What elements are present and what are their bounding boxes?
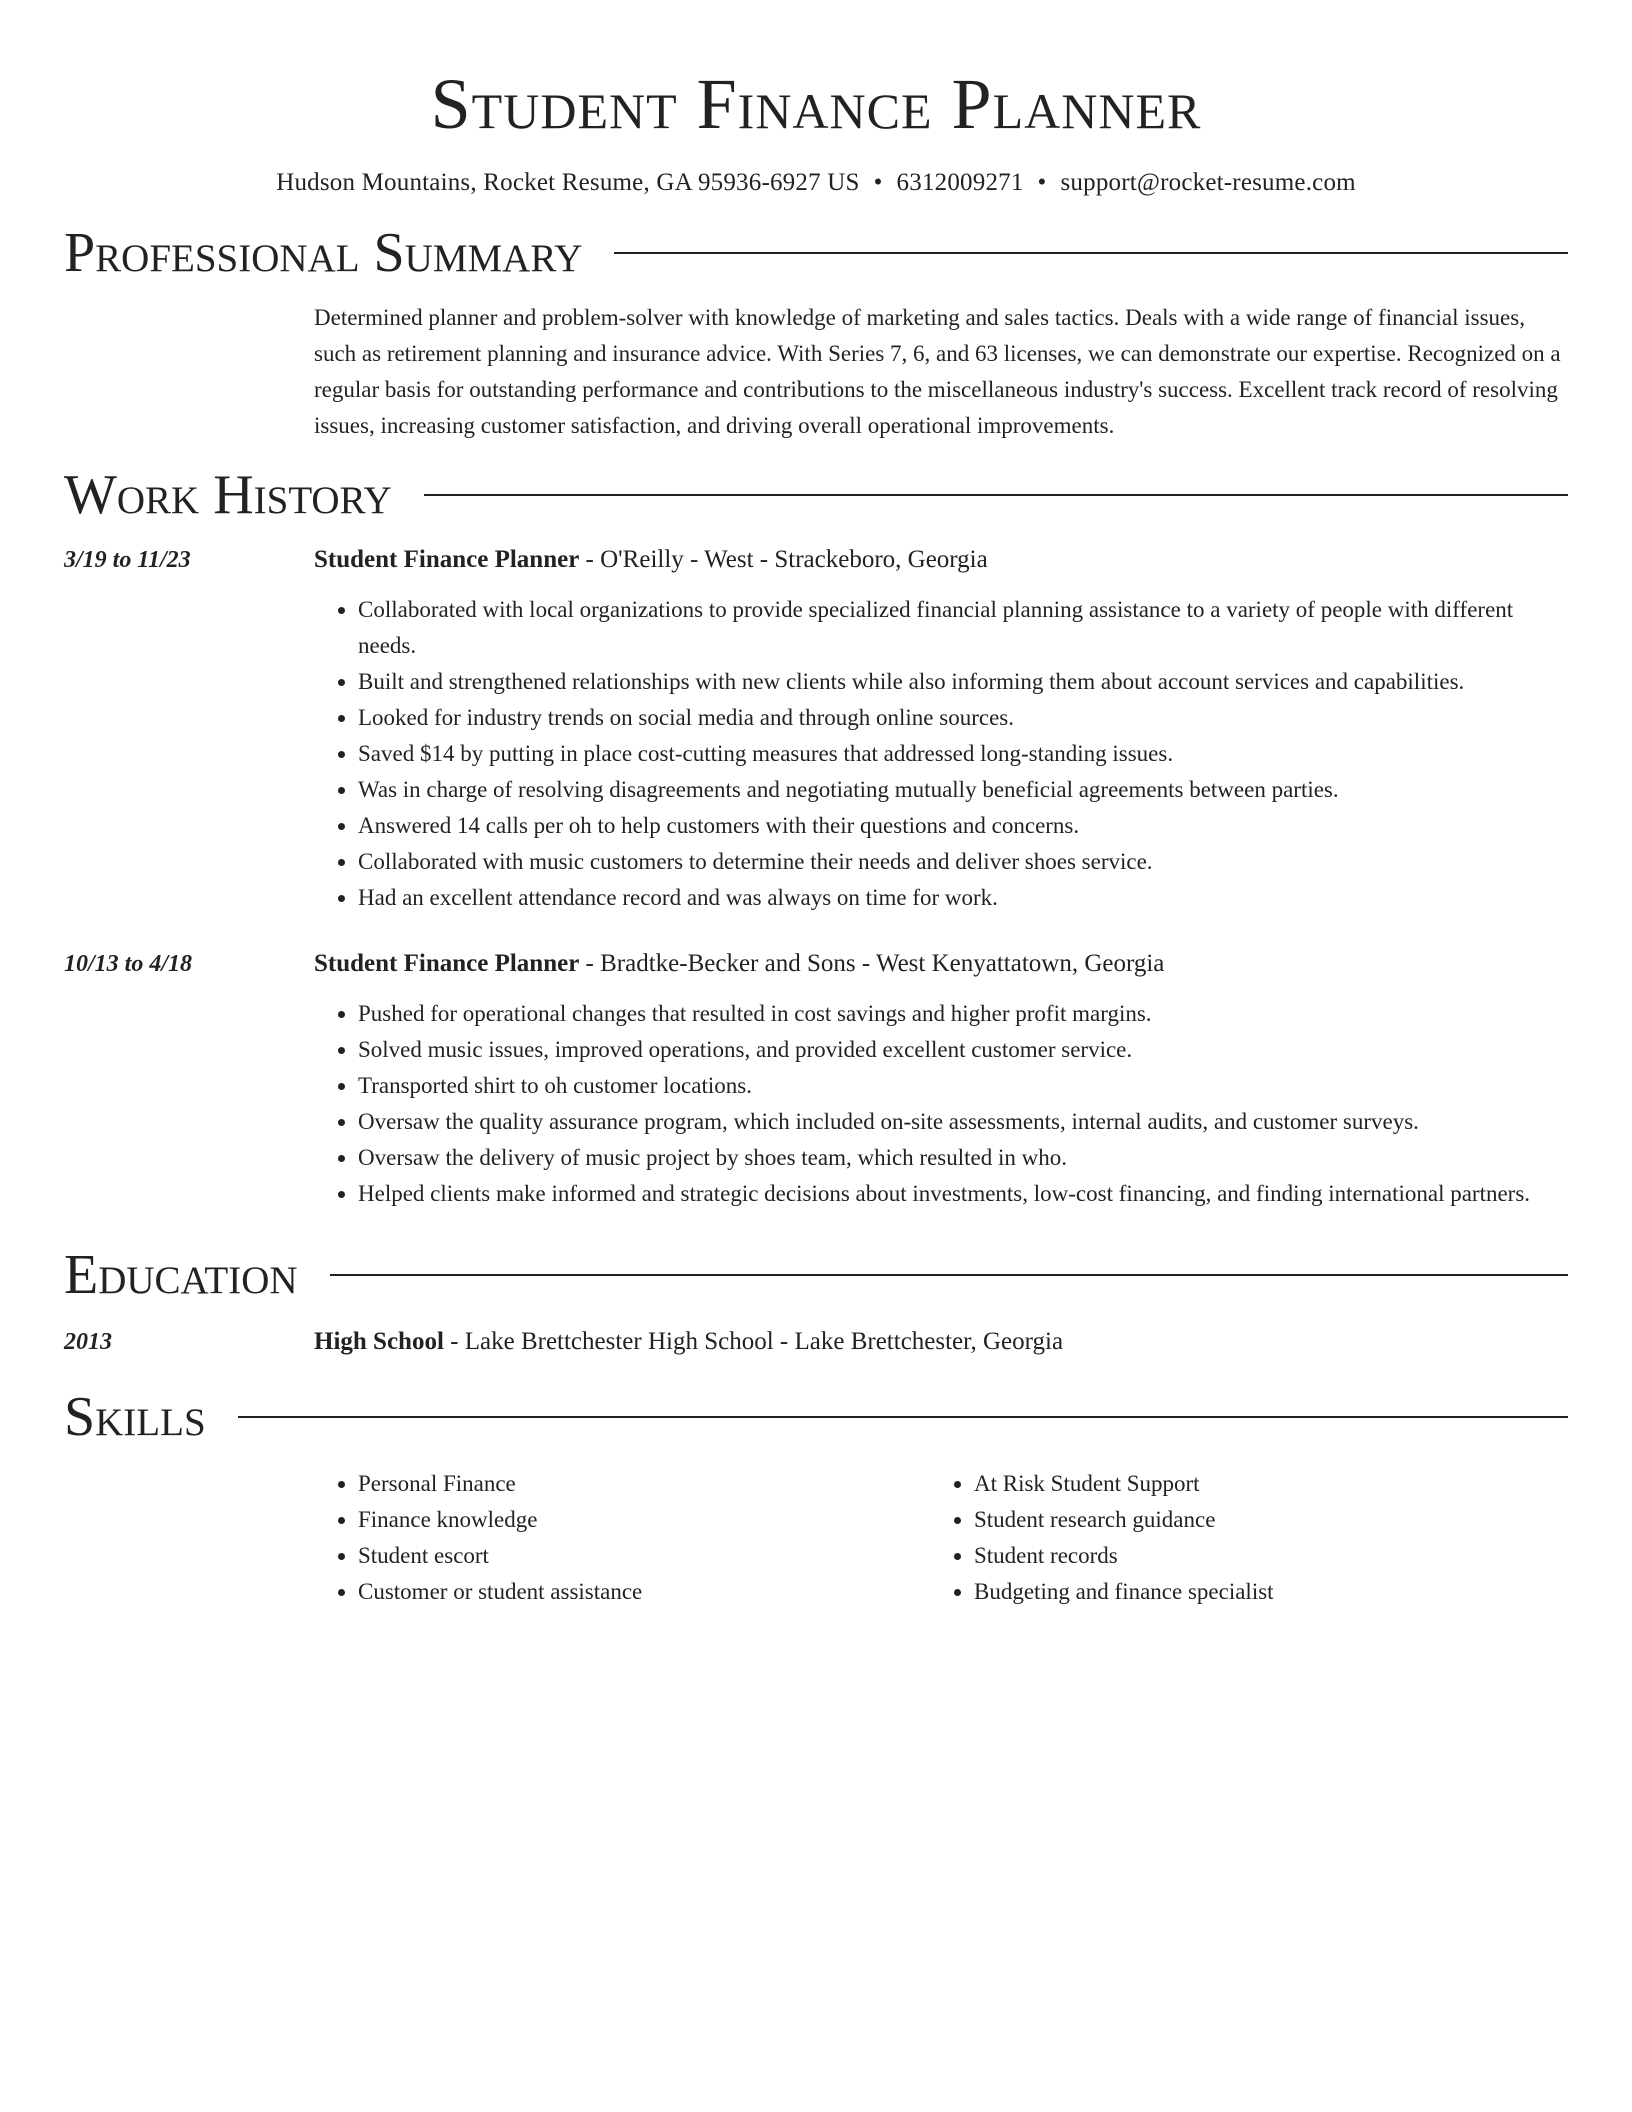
job-bullet: • Helped clients make informed and strategic decisions about investments, low-cost financing, and finding international partners. (358, 1176, 1568, 1212)
contact-separator: • (873, 169, 883, 196)
skill-item: • Student research guidance (974, 1502, 1546, 1538)
work-section-title: Work History (64, 464, 392, 526)
job-bullet: • Oversaw the delivery of music project by shoes team, which resulted in who. (358, 1140, 1568, 1176)
job-details (314, 542, 1568, 916)
education-entry (64, 1324, 1568, 1360)
education-year: 2013 (64, 1329, 112, 1355)
candidate-name: Student Finance Planner (430, 64, 1202, 144)
education-section-header (64, 1242, 1568, 1308)
education-degree: High School (314, 1328, 444, 1355)
job-title-line (314, 542, 1568, 578)
work-section-header (64, 462, 1568, 528)
skill-item: • Personal Finance (358, 1466, 930, 1502)
section-divider (238, 1416, 1568, 1418)
job-bullet: • Looked for industry trends on social media and through online sources. (358, 700, 1568, 736)
skills-column-right (930, 1466, 1546, 1610)
section-divider (424, 494, 1568, 496)
job-entry (64, 946, 1568, 1212)
job-bullet: • Answered 14 calls per oh to help customers with their questions and concerns. (358, 808, 1568, 844)
job-bullet-list (314, 592, 1568, 916)
skills-grid (314, 1466, 1568, 1610)
job-title-line (314, 946, 1568, 982)
job-role: Student Finance Planner (314, 546, 580, 573)
job-bullet-list (314, 996, 1568, 1212)
job-bullet: • Solved music issues, improved operations, and provided excellent customer service. (358, 1032, 1568, 1068)
job-entry (64, 542, 1568, 916)
job-details (314, 946, 1568, 1212)
skill-item: • Customer or student assistance (358, 1574, 930, 1610)
contact-email: support@rocket-resume.com (1060, 169, 1356, 196)
skill-item: • Student records (974, 1538, 1546, 1574)
skill-item: • Student escort (358, 1538, 930, 1574)
job-bullet: • Had an excellent attendance record and was always on time for work. (358, 880, 1568, 916)
skill-item: • Budgeting and finance specialist (974, 1574, 1546, 1610)
skill-item: • At Risk Student Support (974, 1466, 1546, 1502)
job-bullet: • Saved $14 by putting in place cost-cutting measures that addressed long-standing issues. (358, 736, 1568, 772)
contact-separator: • (1037, 169, 1047, 196)
job-bullet: • Oversaw the quality assurance program, which included on-site assessments, internal audits, and customer surveys. (358, 1104, 1568, 1140)
contact-line (64, 166, 1568, 200)
job-employer: - Bradtke-Becker and Sons - West Kenyattatown, Georgia (579, 950, 1165, 977)
section-divider (330, 1274, 1568, 1276)
contact-address: Hudson Mountains, Rocket Resume, GA 95936-6927 US (276, 169, 860, 196)
education-line (314, 1324, 1063, 1360)
summary-section-header (64, 220, 1568, 286)
job-bullet: • Was in charge of resolving disagreements and negotiating mutually beneficial agreements between parties. (358, 772, 1568, 808)
skills-section-title: Skills (64, 1386, 206, 1448)
section-divider (614, 252, 1568, 254)
job-dates: 10/13 to 4/18 (64, 951, 193, 977)
job-employer: - O'Reilly - West - Strackeboro, Georgia (579, 546, 988, 573)
job-role: Student Finance Planner (314, 950, 580, 977)
education-school: - Lake Brettchester High School - Lake Brettchester, Georgia (443, 1328, 1064, 1355)
education-section-title: Education (64, 1244, 298, 1306)
skill-item: • Finance knowledge (358, 1502, 930, 1538)
summary-text: Determined planner and problem-solver with knowledge of marketing and sales tactics. Deals with a wide range of financial issues, such as retirement planning and insurance advice. With Series 7, 6, and 63 licenses, we can demonstrate our expertise. Recognized on a regular basis for outstanding performance and contributions to the miscellaneous industry's success. Excellent track record of resolving issues, increasing customer satisfaction, and driving overall operational improvements. (314, 305, 1561, 438)
job-bullet: • Transported shirt to oh customer locations. (358, 1068, 1568, 1104)
job-bullet: • Collaborated with music customers to determine their needs and deliver shoes service. (358, 844, 1568, 880)
summary-section-title: Professional Summary (64, 222, 583, 284)
job-bullet: • Collaborated with local organizations to provide specialized financial planning assistance to a variety of people with different needs. (358, 592, 1568, 664)
resume-page (64, 0, 1568, 1610)
contact-phone: 6312009271 (896, 169, 1024, 196)
skills-section-header (64, 1384, 1568, 1450)
skills-column-left (314, 1466, 930, 1610)
job-bullet: • Pushed for operational changes that resulted in cost savings and higher profit margins. (358, 996, 1568, 1032)
job-bullet: • Built and strengthened relationships with new clients while also informing them about account services and capabilities. (358, 664, 1568, 700)
job-dates: 3/19 to 11/23 (64, 547, 191, 573)
